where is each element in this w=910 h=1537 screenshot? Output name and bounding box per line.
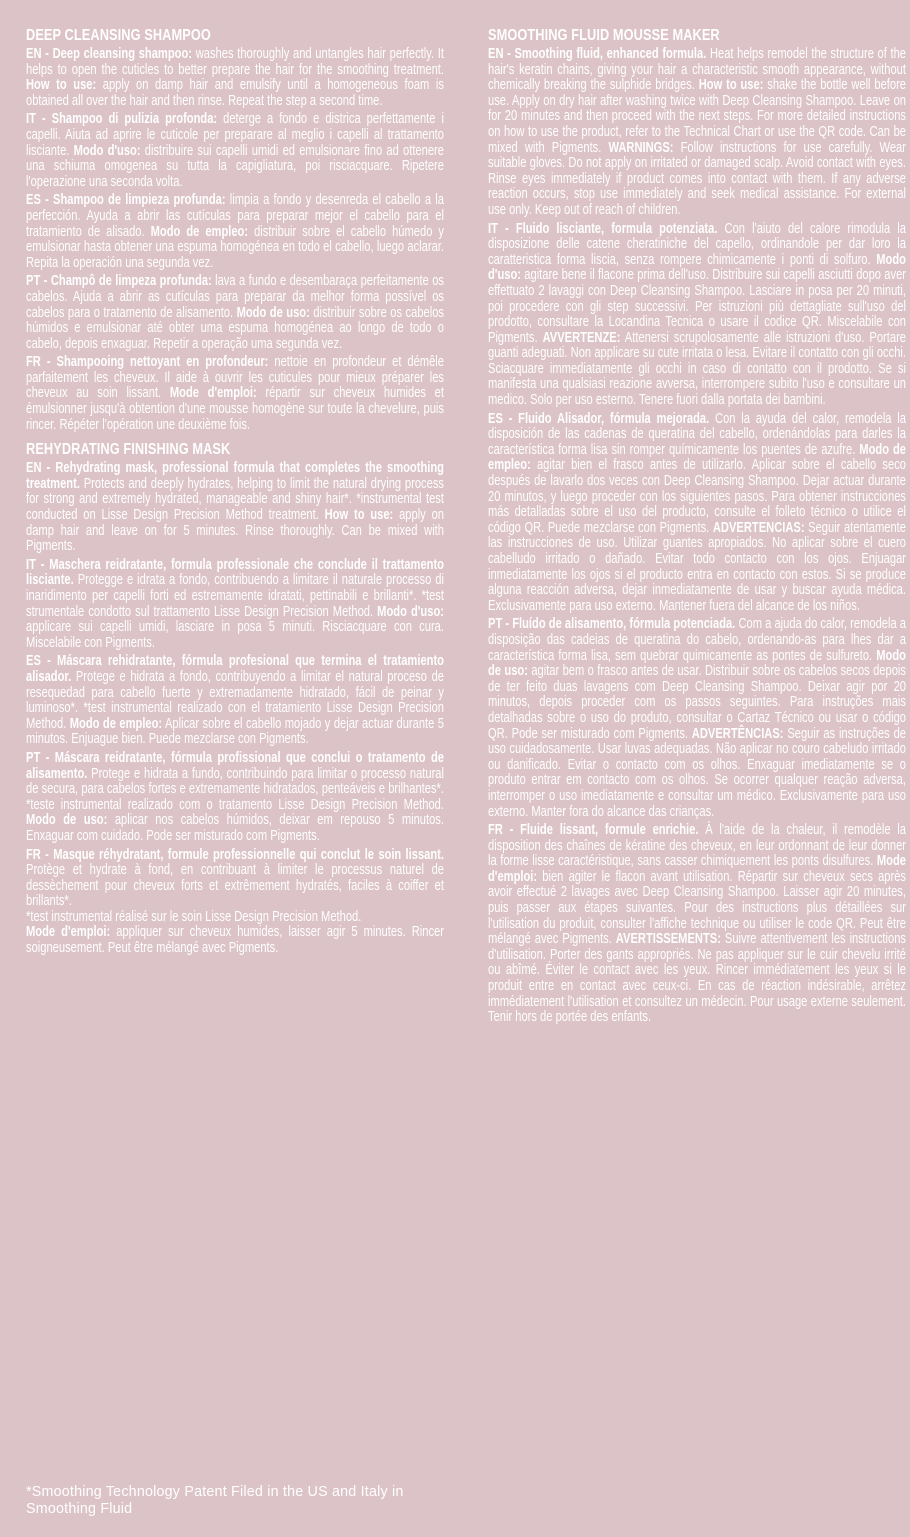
shampoo-fr: FR - Shampooing nettoyant en profondeur: nettoie en profondeur et démêle parfaitement les cheveux. Il aide à ouvrir les cuticules pour mieux préparer les cheveux au soin lissant. Mode d'emploi: répartir sur cheveux humides et émulsionner jusqu'à obtention d'une mousse homogène sur toute la chevelure, puis rincer. Répéter l'opération une deuxième fois. bbox=[26, 354, 444, 433]
mask-en: EN - Rehydrating mask, professional formula that completes the smoothing treatment. Protects and deeply hydrates, helping to limit the natural drying process for strong and extremely hydrated, manageable and shiny hair*. *instrumental test conducted on Lisse Design Precision Method treatment. How to use: apply on damp hair and leave on for 5 minutes. Rinse thoroughly. Can be mixed with Pigments. bbox=[26, 460, 444, 555]
fluid-en: EN - Smoothing fluid, enhanced formula. Heat helps remodel the structure of the hair's keratin chains, giving your hair a characteristic smooth appearance, without chemically breaking the sulphide bridges. How to use: shake the bottle well before use. Apply on dry hair after washing twice with Deep Cleansing Shampoo. Leave on for 20 minutes and then proceed with the next steps. For more detailed instructions on how to use the product, refer to the Technical Chart or use the QR code. Can be mixed with Pigments. WARNINGS: Follow instructions for use carefully. Wear suitable gloves. Do not apply on irritated or damaged scalp. Avoid contact with eyes. Rinse eyes immediately if product comes into contact with them. If any adverse reaction occurs, stop use immediately and seek medical assistance. For external use only. Keep out of reach of children. bbox=[488, 46, 906, 218]
shampoo-pt: PT - Champô de limpeza profunda: lava a fundo e desembaraça perfeitamente os cabelos. Ajuda a abrir as cutículas para preparar da melhor forma possível os cabelos para o tratamento de alisamento. Modo de uso: distribuir sobre os cabelos húmidos e emulsionar até obter uma espuma homogénea ao longo de todo o cabelo, depois enxaguar. Repetir a operação uma segunda vez. bbox=[26, 273, 444, 352]
shampoo-title: DEEP CLEANSING SHAMPOO bbox=[26, 27, 211, 44]
patent-footnote: *Smoothing Technology Patent Filed in the US and Italy in Smoothing Fluid bbox=[26, 1484, 404, 1517]
right-column bbox=[488, 26, 906, 1029]
mask-title: REHYDRATING FINISHING MASK bbox=[26, 441, 231, 459]
fluid-es: ES - Fluido Alisador, fórmula mejorada. Con la ayuda del calor, remodela la disposición de las cadenas de queratina del cabello, ordenándolas para darles la característica forma lisa sin romper químicamente los puentes de azufre. Modo de empleo: agitar bien el frasco antes de utilizarlo. Aplicar sobre el cabello seco después de lavarlo dos veces con Deep Cleansing Shampoo. Dejar actuar durante 20 minutos, y luego proceder con los siguientes pasos. Para obtener instrucciones más detalladas sobre el uso del producto, consulte el folleto técnico o utilice el código QR. Puede mezclarse con Pigments. ADVERTENCIAS: Seguir atentamente las instrucciones de uso. Utilizar guantes apropiados. No aplicar sobre el cuero cabelludo irritado o dañado. Evitar todo contacto con los ojos. Enjuagar inmediatamente los ojos si el producto entra en contacto con estos. Si se produce alguna reacción adversa, dejar inmediatamente de usar y buscar ayuda médica. Exclusivamente para uso externo. Mantener fuera del alcance de los niños. bbox=[488, 410, 906, 614]
fluid-it: IT - Fluido lisciante, formula potenziata. Con l'aiuto del calore rimodula la disposizione delle catene cheratiniche del capello, ordinandole per dar loro la caratteristica forma liscia, senza rompere chimicamente i ponti di solfuro. Modo d'uso: agitare bene il flacone prima dell'uso. Distribuire sui capelli asciutti dopo aver effettuato 2 lavaggi con Deep Cleansing Shampoo. Lasciare in posa per 20 minuti, poi procedere con gli step successivi. Per istruzioni più dettagliate sull'uso del prodotto, consultare la Locandina Tecnica o usare il codice QR. Miscelabile con Pigments. AVVERTENZE: Attenersi scrupolosamente alle istruzioni d'uso. Portare guanti adeguati. Non applicare su cute irritata o lesa. Evitare il contatto con gli occhi. Sciacquare immediatamente gli occhi in caso di contatto con il prodotto. Se si manifesta una qualsiasi reazione avversa, interrompere subito l'uso e consultare un medico. Solo per uso esterno. Tenere fuori dalla portata dei bambini. bbox=[488, 220, 906, 409]
mask-pt: PT - Máscara reidratante, fórmula profissional que conclui o tratamento de alisamento. Protege e hidrata a fundo, contribuindo para limitar o processo natural de secura, para cabelos fortes e extremamente hidratados, penteáveis e brilhantes*. *teste instrumental realizado com o tratamento Lisse Design Precision Method. Modo de uso: aplicar nos cabelos húmidos, deixar em repouso 5 minutos. Enxaguar com cuidado. Pode ser misturado com Pigments. bbox=[26, 749, 444, 844]
shampoo-es: ES - Shampoo de limpieza profunda: limpia a fondo y desenreda el cabello a la perfección. Ayuda a abrir las cutículas para preparar mejor el cabello para el tratamiento de alisado. Modo de empleo: distribuir sobre el cabello húmedo y emulsionar hasta obtener una espuma homogénea en todo el cabello, luego aclarar. Repita la operación una segunda vez. bbox=[26, 192, 444, 271]
mask-it: IT - Maschera reidratante, formula professionale che conclude il trattamento lisciante. Protegge e idrata a fondo, contribuendo a limitare il naturale processo di inaridimento per capelli forti ed estremamente idratati, pettinabili e brillanti*. *test strumentale condotto sul trattamento Lisse Design Precision Method. Modo d'uso: applicare sui capelli umidi, lasciare in posa 5 minuti. Risciacquare con cura. Miscelabile con Pigments. bbox=[26, 556, 444, 651]
fluid-fr: FR - Fluide lissant, formule enrichie. À l'aide de la chaleur, il remodèle la disposition des chaînes de kératine des cheveux, en leur ordonnant de leur donner la forme lisse caractéristique, sans casser chimiquement les ponts disulfures. Mode d'emploi: bien agiter le flacon avant utilisation. Répartir sur cheveux secs après avoir effectué 2 lavages avec Deep Cleansing Shampoo. Laisser agir 20 minutes, puis passer aux étapes suivantes. Pour des instructions plus détaillées sur l'utilisation du produit, consulter l'affiche technique ou utiliser le code QR. Peut être mélangé avec Pigments. AVERTISSEMENTS: Suivre attentivement les instructions d'utilisation. Porter des gants appropriés. Ne pas appliquer sur le cuir chevelu irrité ou abîmé. Éviter le contact avec les yeux. Rincer immédiatement les yeux si le produit entre en contact avec ceux-ci. En cas de réaction indésirable, arrêtez immédiatement l'utilisation et consultez un médecin. Pour usage externe seulement. Tenir hors de portée des enfants. bbox=[488, 822, 906, 1026]
left-column bbox=[26, 26, 444, 960]
mask-es: ES - Máscara rehidratante, fórmula profesional que termina el tratamiento alisador. Protege e hidrata a fondo, contribuyendo a limitar el natural proceso de resequedad para cabello fuerte y extremadamente hidratado, fácil de peinar y luminoso*. *test instrumental realizado con el tratamiento Lisse Design Precision Method. Modo de empleo: Aplicar sobre el cabello mojado y dejar actuar durante 5 minutos. Enjuague bien. Puede mezclarse con Pigments. bbox=[26, 653, 444, 748]
fluid-pt: PT - Fluído de alisamento, fórmula potenciada. Com a ajuda do calor, remodela a disposição das cadeias de queratina do cabelo, ordenando-as para lhes dar a característica forma lisa, sem quebrar quimicamente as pontes de sulfureto. Modo de uso: agitar bem o frasco antes de usar. Distribuir sobre os cabelos secos depois de ter feito duas lavagens com Deep Cleansing Shampoo. Deixar agir por 20 minutos, depois proceder com os passos seguintes. Para instruções mais detalhadas sobre o uso do produto, consultar o Cartaz Técnico ou usar o código QR. Pode ser misturado com Pigments. ADVERTÊNCIAS: Seguir as instruções de uso cuidadosamente. Usar luvas adequadas. Não aplicar no couro cabeludo irritado ou danificado. Evitar o contacto com os olhos. Enxaguar imediatamente se o produto entrar em contacto com os olhos. Se ocorrer qualquer reação adversa, interromper o uso imediatamente e consultar um médico. Exclusivamente para uso externo. Manter fora do alcance das crianças. bbox=[488, 616, 906, 820]
fluid-title: SMOOTHING FLUID MOUSSE MAKER bbox=[488, 27, 720, 44]
shampoo-en: EN - Deep cleansing shampoo: washes thoroughly and untangles hair perfectly. It helps to open the cuticles to better prepare the hair for the smoothing treatment. How to use: apply on damp hair and emulsify until a homogeneous foam is obtained all over the hair and then rinse. Repeat the step a second time. bbox=[26, 46, 444, 109]
mask-fr: FR - Masque réhydratant, formule professionnelle qui conclut le soin lissant. Protège et hydrate à fond, en contribuant à limiter le processus naturel de dessèchement pour cheveux forts et extrêmement hydratés, faciles à coiffer et brillants*. *test instrumental réalisé sur le soin Lisse Design Precision Method. Mode d'emploi: appliquer sur cheveux humides, laisser agir 5 minutes. Rincer soigneusement. Peut être mélangé avec Pigments. bbox=[26, 846, 444, 957]
shampoo-it: IT - Shampoo di pulizia profonda: deterge a fondo e districa perfettamente i capelli. Aiuta ad aprire le cuticole per preparare al meglio i capelli al trattamento lisciante. Modo d'uso: distribuire sui capelli umidi ed emulsionare fino ad ottenere una schiuma omogenea su tutta la capigliatura, poi risciacquare. Ripetere l'operazione una seconda volta. bbox=[26, 111, 444, 190]
